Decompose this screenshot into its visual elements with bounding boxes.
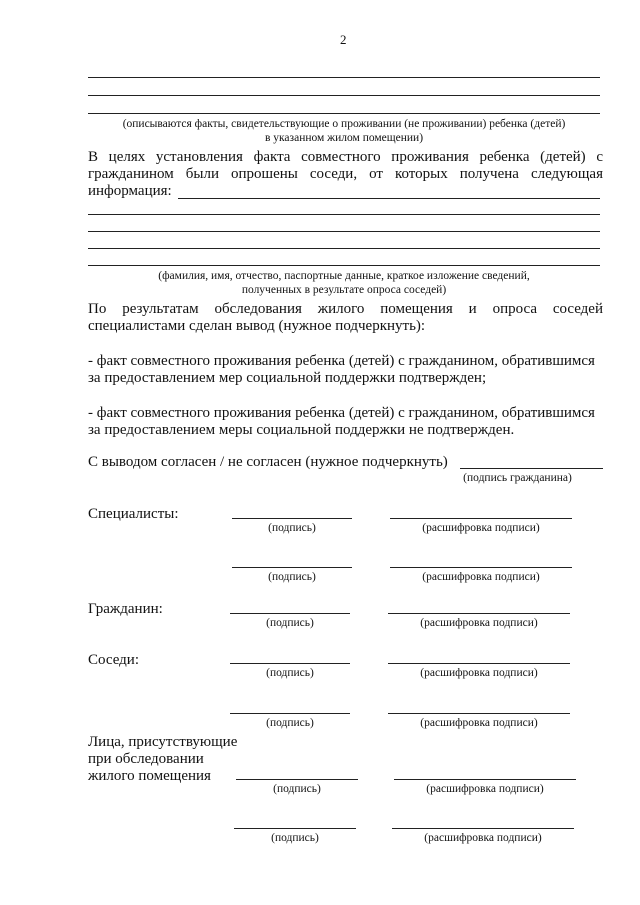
signature-line[interactable] [230,663,350,664]
neighbors-caption-line: (фамилия, имя, отчество, паспортные данные, краткое изложение сведений, [158,270,530,282]
agreement-text: С выводом согласен / не согласен (нужное подчеркнуть) [88,454,448,470]
decode-caption: (расшифровка подписи) [420,717,538,729]
decode-line[interactable] [390,518,572,519]
paragraph-line: информация: [88,183,172,199]
signature-caption: (подпись) [266,617,314,629]
paragraph-line: гражданином были опрошены соседи, от которых получена следующая [88,166,603,182]
signature-caption: (подпись) [266,667,314,679]
fill-line[interactable] [178,198,600,199]
signature-line[interactable] [232,518,352,519]
decode-caption: (расшифровка подписи) [420,617,538,629]
neighbors-caption-line: полученных в результате опроса соседей) [241,284,447,296]
fill-line[interactable] [88,113,600,114]
signature-caption: (подпись) [266,717,314,729]
decode-caption: (расшифровка подписи) [426,783,544,795]
decode-caption: (расшифровка подписи) [422,571,540,583]
citizen-signature-line[interactable] [460,468,603,469]
present-label-line: Лица, присутствующие [88,734,238,750]
decode-line[interactable] [394,779,576,780]
paragraph-line: - факт совместного проживания ребенка (детей) с гражданином, обратившимся [88,405,595,421]
decode-line[interactable] [388,613,570,614]
signature-line[interactable] [230,713,350,714]
facts-caption-line: (описываются факты, свидетельствующие о проживании (не проживании) ребенка (детей) [122,118,566,130]
conclusion-paragraph [88,301,603,335]
decode-caption: (расшифровка подписи) [422,522,540,534]
decode-line[interactable] [388,663,570,664]
option-not-confirmed[interactable] [88,405,608,439]
facts-caption-line: в указанном жилом помещении) [264,132,424,144]
signature-caption: (подпись) [271,832,319,844]
specialists-label: Специалисты: [88,506,179,522]
fill-line[interactable] [88,265,600,266]
present-label-line: жилого помещения [88,768,211,784]
signature-line[interactable] [232,567,352,568]
paragraph-line: - факт совместного проживания ребенка (детей) с гражданином, обратившимся [88,353,595,369]
facts-caption [88,117,600,145]
paragraph-line: за предоставлением мер социальной поддержки подтвержден; [88,370,487,386]
paragraph-line: По результатам обследования жилого помещения и опроса соседей [88,301,603,317]
fill-line[interactable] [88,214,600,215]
decode-line[interactable] [392,828,574,829]
decode-caption: (расшифровка подписи) [424,832,542,844]
citizen-signature-caption: (подпись гражданина) [463,472,572,484]
signature-caption: (подпись) [268,522,316,534]
paragraph-line: В целях установления факта совместного проживания ребенка (детей) с [88,149,603,165]
page-number: 2 [340,32,347,47]
decode-line[interactable] [390,567,572,568]
fill-line[interactable] [88,95,600,96]
neighbors-paragraph [88,149,603,200]
signature-line[interactable] [236,779,358,780]
signature-caption: (подпись) [273,783,321,795]
signature-line[interactable] [234,828,356,829]
present-label-line: при обследовании [88,751,204,767]
decode-line[interactable] [388,713,570,714]
present-persons-label [88,734,237,785]
citizen-label: Гражданин: [88,601,163,617]
signature-line[interactable] [230,613,350,614]
option-confirmed[interactable] [88,353,608,387]
neighbors-caption [88,269,600,297]
fill-line[interactable] [88,77,600,78]
fill-line[interactable] [88,248,600,249]
paragraph-line: за предоставлением меры социальной поддержки не подтвержден. [88,422,515,438]
signature-caption: (подпись) [268,571,316,583]
neighbors-label: Соседи: [88,652,140,668]
decode-caption: (расшифровка подписи) [420,667,538,679]
paragraph-line: специалистами сделан вывод (нужное подчеркнуть): [88,318,426,334]
fill-line[interactable] [88,231,600,232]
